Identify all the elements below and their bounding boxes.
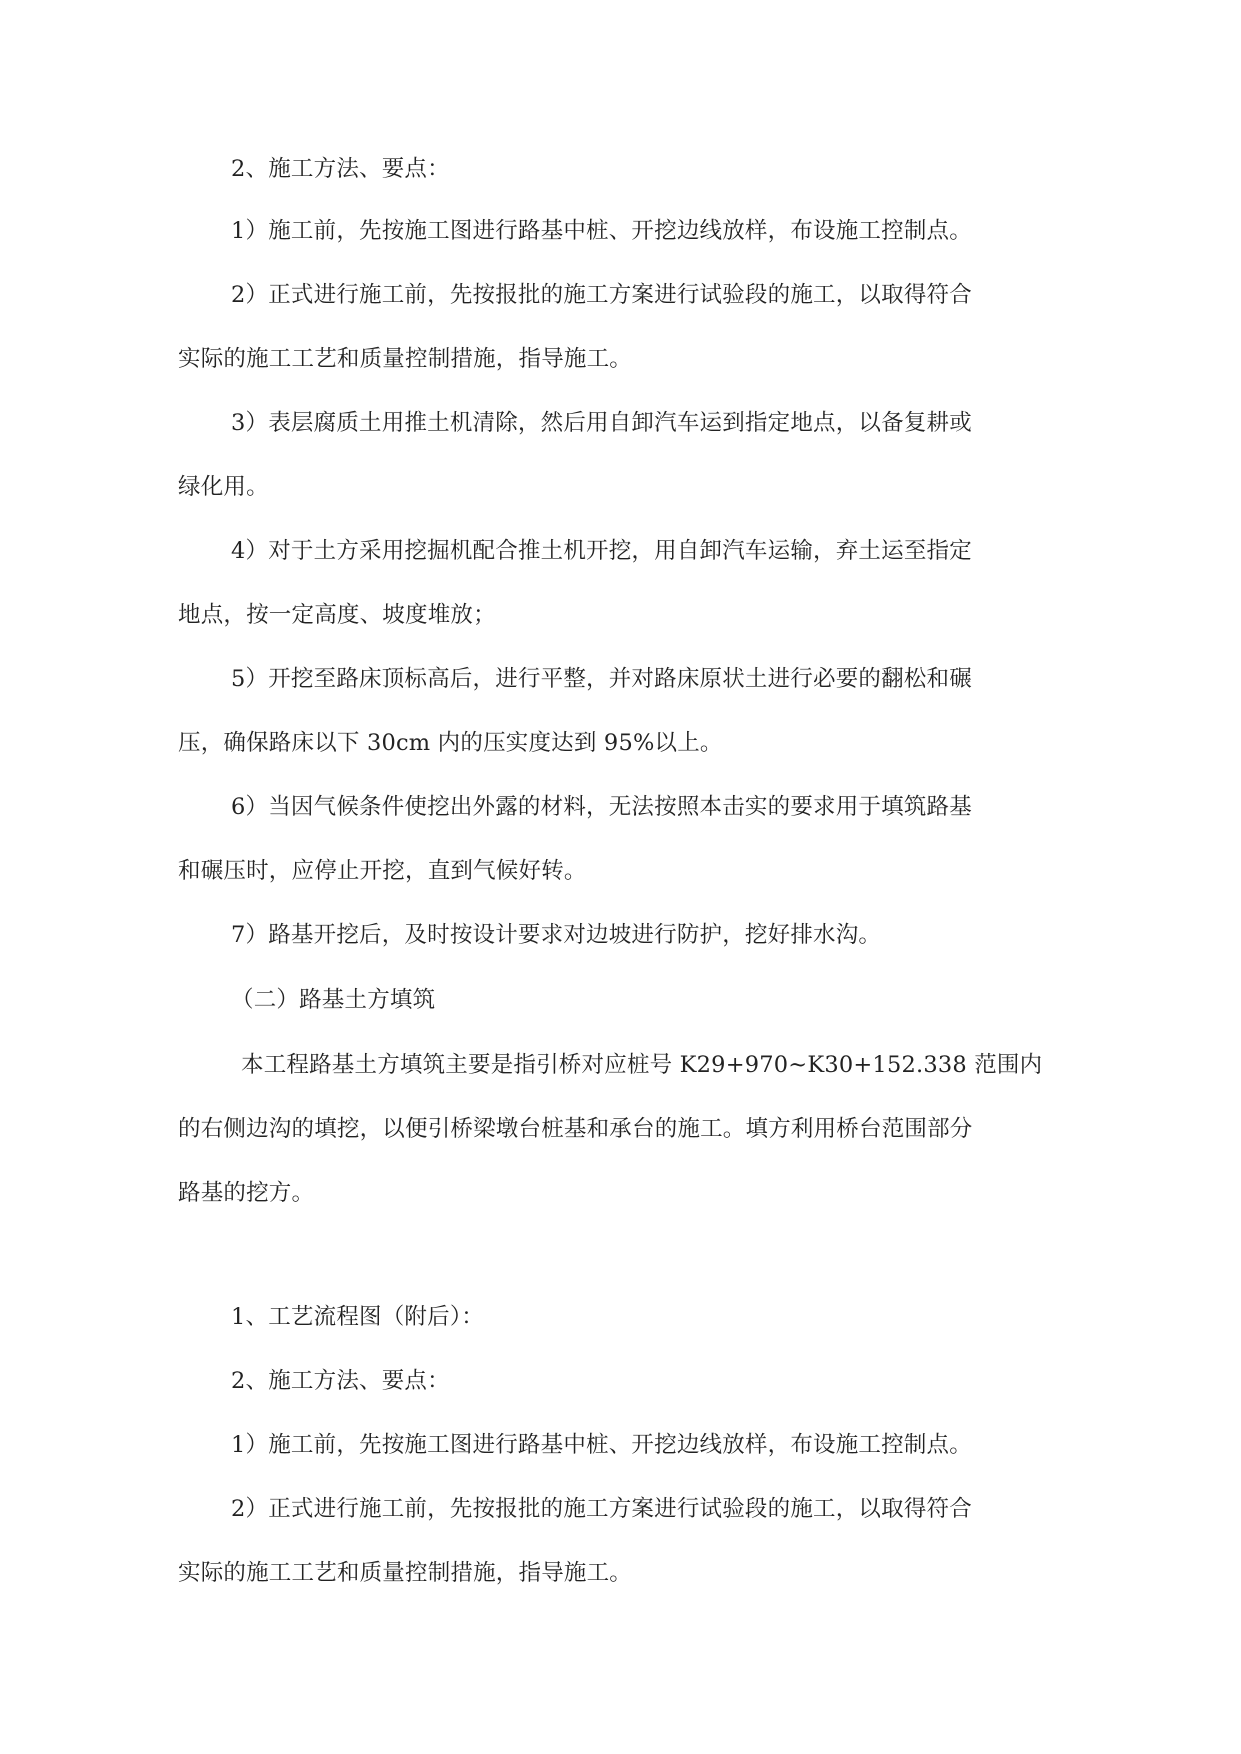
section-heading: （二）路基土方填筑 — [231, 987, 436, 1013]
paragraph-line: 2）正式进行施工前，先按报批的施工方案进行试验段的施工，以取得符合 — [231, 1496, 972, 1522]
paragraph-line: 和碾压时，应停止开挖，直到气候好转。 — [178, 858, 587, 884]
paragraph-line: 1、工艺流程图（附后）： — [231, 1304, 484, 1330]
paragraph-line: 7）路基开挖后，及时按设计要求对边坡进行防护，挖好排水沟。 — [231, 922, 882, 948]
paragraph-line: 路基的挖方。 — [178, 1180, 315, 1206]
paragraph-line: 1）施工前，先按施工图进行路基中桩、开挖边线放样，布设施工控制点。 — [231, 218, 972, 244]
paragraph-line: 绿化用。 — [178, 474, 269, 500]
paragraph-line: 2）正式进行施工前，先按报批的施工方案进行试验段的施工，以取得符合 — [231, 282, 972, 308]
paragraph-line: 地点，按一定高度、坡度堆放； — [178, 602, 496, 628]
paragraph-line: 5）开挖至路床顶标高后，进行平整，并对路床原状土进行必要的翻松和碾 — [231, 666, 972, 692]
paragraph-line: 1）施工前，先按施工图进行路基中桩、开挖边线放样，布设施工控制点。 — [231, 1432, 972, 1458]
paragraph-line: 本工程路基土方填筑主要是指引桥对应桩号 K29+970~K30+152.338 范围内 — [241, 1052, 1043, 1078]
paragraph-line: 的右侧边沟的填挖，以便引桥梁墩台桩基和承台的施工。填方利用桥台范围部分 — [178, 1116, 973, 1142]
paragraph-line: 3）表层腐质土用推土机清除，然后用自卸汽车运到指定地点，以备复耕或 — [231, 410, 972, 436]
paragraph-line: 压，确保路床以下 30cm 内的压实度达到 95%以上。 — [178, 730, 723, 756]
paragraph-line: 实际的施工工艺和质量控制措施，指导施工。 — [178, 346, 633, 372]
paragraph-line: 2、施工方法、要点： — [231, 156, 450, 182]
paragraph-line: 4）对于土方采用挖掘机配合推土机开挖，用自卸汽车运输，弃土运至指定 — [231, 538, 972, 564]
paragraph-line: 2、施工方法、要点： — [231, 1368, 450, 1394]
paragraph-line: 6）当因气候条件使挖出外露的材料，无法按照本击实的要求用于填筑路基 — [231, 794, 972, 820]
paragraph-line: 实际的施工工艺和质量控制措施，指导施工。 — [178, 1560, 633, 1586]
